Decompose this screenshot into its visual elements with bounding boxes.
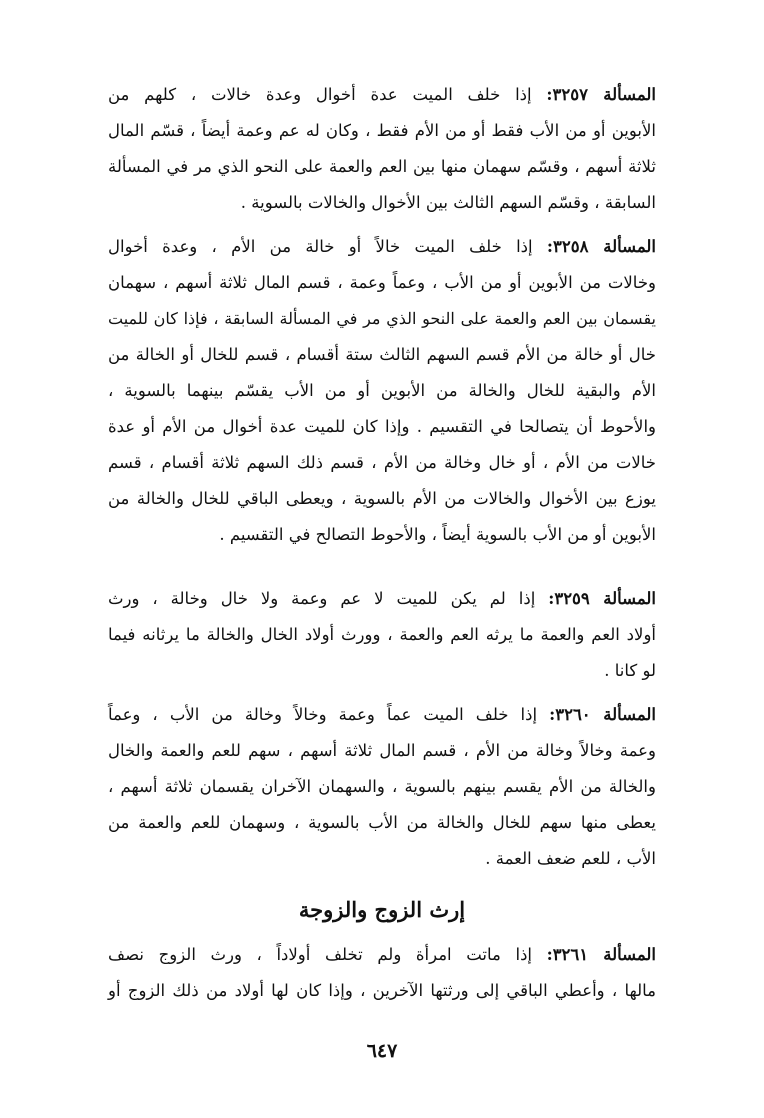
text-line: أولاد العم والعمة ما يرثه العم والعمة ، وورث أولاد الخال والخالة ما يرثانه فيما <box>108 625 656 644</box>
text-line: الأبوين أو من الأب بالسوية أيضاً ، والأحوط التصالح في التقسيم . <box>219 525 656 544</box>
text-line: يوزع بين الأخوال والخالات من الأم بالسوية ، ويعطى الباقي للخال والخالة من <box>108 489 656 508</box>
text-line: المسألة ٣٢٥٧: إذا خلف الميت عدة أخوال وعدة خالات ، كلهم من <box>108 85 656 104</box>
issue-number-label: المسألة ٣٢٥٧: <box>546 85 656 104</box>
text-line: يقسمان بين العم والعمة على النحو الذي مر في المسألة السابقة ، فإذا كان للميت <box>108 309 656 328</box>
text-line: وخالات من الأبوين أو من الأب ، وعماً وعمة ، قسم المال ثلاثة أسهم ، سهمان <box>108 273 656 292</box>
text-line: ثلاثة أسهم ، وقسّم سهمان منها بين العم والعمة على النحو الذي مر في المسألة <box>108 157 656 176</box>
paragraph-3259 <box>108 584 656 694</box>
text-line: والأحوط أن يتصالحا في التقسيم . وإذا كان للميت عدة أخوال من الأم أو عدة <box>108 417 656 436</box>
text-line: المسألة ٣٢٦١: إذا ماتت امرأة ولم تخلف أولاداً ، ورث الزوج نصف <box>108 945 656 964</box>
text-line: وعمة وخالاً وخالة من الأم ، قسم المال ثلاثة أسهم ، سهم للعم والعمة والخال <box>108 741 656 760</box>
text-line: لو كانا . <box>604 661 656 680</box>
issue-number-label: المسألة ٣٢٥٨: <box>546 237 657 256</box>
text-line: المسألة ٣٢٥٩: إذا لم يكن للميت لا عم وعمة ولا خال وخالة ، ورث <box>108 589 656 608</box>
text-line: والخالة من الأم يقسم بينهم بالسوية ، والسهمان الآخران يقسمان ثلاثة أسهم ، <box>108 777 656 796</box>
text-line: الأم والبقية للخال والخالة من الأبوين أو من الأب يقسّم بينهما بالسوية ، <box>108 381 656 400</box>
text-line: المسألة ٣٢٥٨: إذا خلف الميت خالاً أو خالة من الأم ، وعدة أخوال <box>108 237 657 256</box>
text-line: السابقة ، وقسّم السهم الثالث بين الأخوال والخالات بالسوية . <box>240 193 656 212</box>
section-heading: إرث الزوج والزوجة <box>298 897 466 922</box>
text-line: المسألة ٣٢٦٠: إذا خلف الميت عماً وعمة وخالاً وخالة من الأب ، وعماً <box>108 705 656 724</box>
paragraph-3261 <box>108 940 656 1012</box>
text-line: الأب ، للعم ضعف العمة . <box>485 849 656 868</box>
text-line: يعطى منها سهم للخال والخالة من الأب بالسوية ، وسهمان للعم والعمة من <box>108 813 656 832</box>
paragraph-3258 <box>108 232 656 572</box>
issue-number-label: المسألة ٣٢٥٩: <box>548 589 656 608</box>
text-line: خالات من الأم ، أو خال وخالة من الأم ، قسم ذلك السهم ثلاثة أقسام ، قسم <box>108 453 656 472</box>
page-number: ٦٤٧ <box>366 1040 398 1062</box>
text-line: الأبوين أو من الأب فقط أو من الأم فقط ، وكان له عم وعمة أيضاً ، قسّم المال <box>108 121 656 140</box>
text-line: مالها ، وأعطي الباقي إلى ورثتها الآخرين ، وإذا كان لها أولاد من ذلك الزوج أو <box>108 981 656 1000</box>
text-line: خال أو خالة من الأم قسم السهم الثالث ستة أقسام ، قسم للخال أو الخالة من <box>108 345 656 364</box>
paragraph-3257 <box>108 80 656 230</box>
issue-number-label: المسألة ٣٢٦٠: <box>549 705 656 724</box>
issue-number-label: المسألة ٣٢٦١: <box>546 945 656 964</box>
paragraph-3260 <box>108 700 656 886</box>
